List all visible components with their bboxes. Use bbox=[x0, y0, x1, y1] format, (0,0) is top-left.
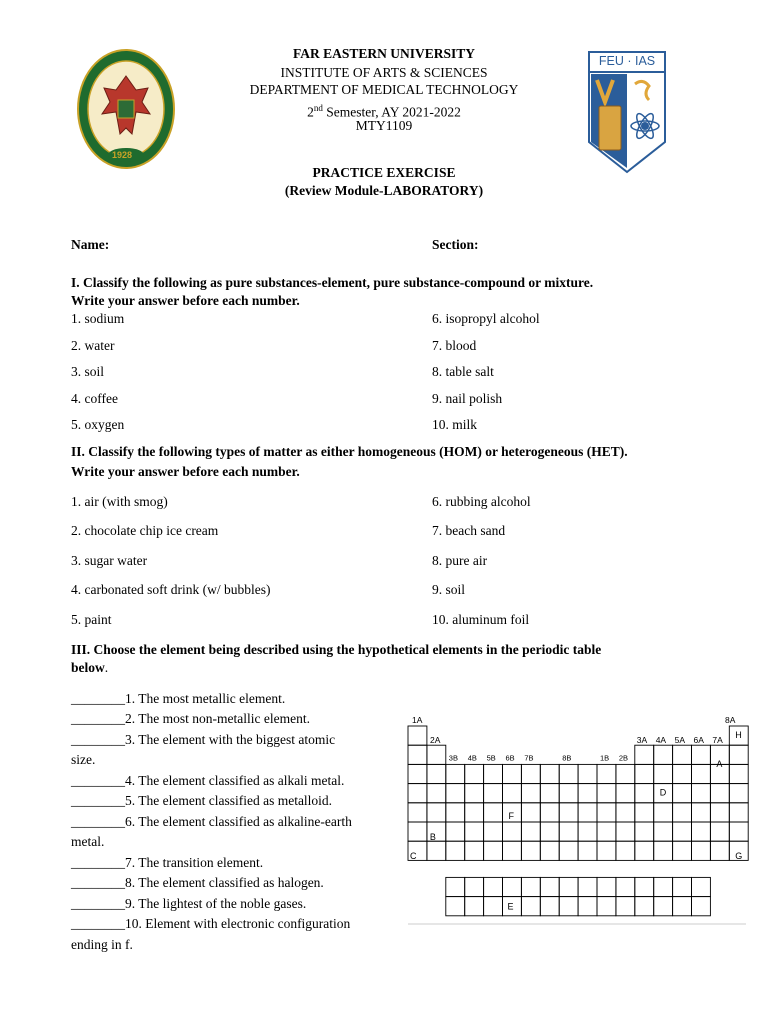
table-cell bbox=[710, 841, 729, 860]
part1-item: 4. coffee bbox=[71, 391, 118, 406]
part1-item: 3. soil bbox=[71, 364, 105, 379]
part3-question: ________7. The transition element. bbox=[71, 855, 264, 870]
table-cell bbox=[484, 897, 503, 916]
semester-text: Semester, AY 2021-2022 bbox=[322, 104, 461, 120]
part1-item: 10. milk bbox=[432, 417, 478, 432]
table-cell bbox=[559, 897, 578, 916]
table-cell bbox=[597, 764, 616, 783]
group-label: 8A bbox=[725, 715, 736, 725]
table-cell bbox=[484, 822, 503, 841]
part2-item: 1. air (with smog) bbox=[71, 494, 168, 509]
group-label: 8B bbox=[562, 753, 572, 763]
semester-suffix: nd bbox=[313, 103, 323, 113]
group-label: 6A bbox=[693, 735, 704, 745]
table-cell bbox=[654, 841, 673, 860]
table-cell bbox=[540, 897, 559, 916]
part3-instruction-2 bbox=[71, 659, 108, 677]
table-cell bbox=[597, 784, 616, 803]
part3-question: ________6. The element classified as alkaline-earth bbox=[71, 814, 352, 829]
part3-question: ________5. The element classified as metalloid. bbox=[71, 793, 333, 808]
part2-item: 6. rubbing alcohol bbox=[432, 494, 531, 509]
table-cell bbox=[692, 841, 711, 860]
part3-question: ________9. The lightest of the noble gases. bbox=[71, 896, 307, 911]
table-cell bbox=[503, 822, 522, 841]
element-A: A bbox=[716, 759, 723, 770]
part1-item: 8. table salt bbox=[432, 364, 494, 379]
table-cell bbox=[540, 841, 559, 860]
table-cell bbox=[635, 784, 654, 803]
table-cell bbox=[446, 822, 465, 841]
section-label: Section: bbox=[432, 237, 479, 252]
table-cell bbox=[484, 784, 503, 803]
periodic-table bbox=[400, 712, 750, 928]
table-cell bbox=[446, 897, 465, 916]
table-cell bbox=[503, 877, 522, 896]
institute-name: INSTITUTE OF ARTS & SCIENCES bbox=[280, 65, 488, 80]
table-cell bbox=[540, 877, 559, 896]
exercise-title: PRACTICE EXERCISE bbox=[312, 165, 456, 180]
table-cell bbox=[635, 803, 654, 822]
table-cell bbox=[578, 784, 597, 803]
table-cell bbox=[559, 803, 578, 822]
table-cell bbox=[503, 841, 522, 860]
table-cell bbox=[692, 877, 711, 896]
part1-item: 6. isopropyl alcohol bbox=[432, 311, 540, 326]
table-cell bbox=[673, 764, 692, 783]
group-label: 3B bbox=[448, 753, 458, 763]
table-cell bbox=[465, 784, 484, 803]
element-E: E bbox=[507, 901, 514, 912]
part2-item: 3. sugar water bbox=[71, 553, 148, 568]
part3-instruction-2-bold: below bbox=[71, 660, 105, 675]
table-cell bbox=[729, 822, 748, 841]
table-cell bbox=[484, 764, 503, 783]
table-cell bbox=[729, 803, 748, 822]
table-cell bbox=[540, 822, 559, 841]
table-cell bbox=[673, 745, 692, 764]
table-cell bbox=[673, 803, 692, 822]
table-cell bbox=[616, 784, 635, 803]
periodic-table-labels bbox=[410, 715, 742, 912]
part3-question: ________1. The most metallic element. bbox=[71, 691, 286, 706]
part1-instruction-2: Write your answer before each number. bbox=[71, 293, 300, 308]
part2-item: 7. beach sand bbox=[432, 523, 506, 538]
table-cell bbox=[692, 764, 711, 783]
table-cell bbox=[408, 764, 427, 783]
table-cell bbox=[673, 877, 692, 896]
table-cell bbox=[521, 784, 540, 803]
part1-instruction: I. Classify the following as pure substances-element, pure substance-compound or mixture. bbox=[71, 275, 594, 290]
table-cell bbox=[654, 822, 673, 841]
table-cell bbox=[578, 764, 597, 783]
part1-item: 9. nail polish bbox=[432, 391, 503, 406]
table-cell bbox=[616, 897, 635, 916]
table-cell bbox=[540, 784, 559, 803]
part3-instruction-period: . bbox=[104, 660, 109, 675]
table-cell bbox=[578, 803, 597, 822]
table-cell bbox=[654, 897, 673, 916]
semester-number: 2 bbox=[307, 104, 314, 120]
table-cell bbox=[465, 822, 484, 841]
group-label: 2A bbox=[430, 735, 441, 745]
part1-item: 5. oxygen bbox=[71, 417, 125, 432]
table-cell bbox=[635, 877, 654, 896]
part2-item: 5. paint bbox=[71, 612, 112, 627]
part3-instruction: III. Choose the element being described using the hypothetical elements in the periodic table bbox=[71, 642, 602, 657]
table-cell bbox=[673, 784, 692, 803]
table-cell bbox=[616, 822, 635, 841]
table-cell bbox=[616, 841, 635, 860]
part2-item: 8. pure air bbox=[432, 553, 488, 568]
table-cell bbox=[484, 841, 503, 860]
table-cell bbox=[710, 784, 729, 803]
group-label: 3A bbox=[636, 735, 648, 745]
table-cell bbox=[578, 841, 597, 860]
table-cell bbox=[635, 841, 654, 860]
exercise-subtitle: (Review Module-LABORATORY) bbox=[284, 183, 484, 198]
part3-question: metal. bbox=[71, 834, 105, 849]
element-F: F bbox=[508, 810, 514, 821]
table-cell bbox=[654, 745, 673, 764]
part3-question: size. bbox=[71, 752, 96, 767]
part3-question: ________4. The element classified as alkali metal. bbox=[71, 773, 345, 788]
table-cell bbox=[465, 764, 484, 783]
seal-year: 1928 bbox=[112, 150, 133, 160]
table-cell bbox=[540, 803, 559, 822]
periodic-table-grid bbox=[408, 726, 748, 916]
part2-item: 9. soil bbox=[432, 582, 466, 597]
table-cell bbox=[559, 764, 578, 783]
table-cell bbox=[654, 764, 673, 783]
group-label: 1A bbox=[412, 715, 423, 725]
part2-item: 10. aluminum foil bbox=[432, 612, 530, 627]
table-cell bbox=[673, 897, 692, 916]
table-cell bbox=[408, 784, 427, 803]
part1-item: 2. water bbox=[71, 338, 115, 353]
table-cell bbox=[408, 726, 427, 745]
table-cell bbox=[692, 745, 711, 764]
element-G: G bbox=[735, 851, 743, 862]
element-H: H bbox=[735, 730, 742, 740]
part3-question: ________2. The most non-metallic element. bbox=[71, 711, 310, 726]
table-cell bbox=[635, 822, 654, 841]
group-label: 4A bbox=[655, 735, 667, 745]
table-cell bbox=[597, 877, 616, 896]
department-name: DEPARTMENT OF MEDICAL TECHNOLOGY bbox=[249, 82, 519, 97]
table-cell bbox=[559, 784, 578, 803]
table-cell bbox=[408, 803, 427, 822]
part2-instruction: II. Classify the following types of matter as either homogeneous (HOM) or heterogeneous (HET). bbox=[71, 444, 628, 459]
table-cell bbox=[654, 803, 673, 822]
table-cell bbox=[692, 897, 711, 916]
table-cell bbox=[465, 803, 484, 822]
table-cell bbox=[408, 745, 427, 764]
group-label: 7B bbox=[524, 753, 534, 763]
table-cell bbox=[446, 877, 465, 896]
table-cell bbox=[616, 803, 635, 822]
element-D: D bbox=[659, 787, 667, 798]
element-C: C bbox=[410, 851, 417, 862]
table-cell bbox=[559, 841, 578, 860]
table-cell bbox=[559, 822, 578, 841]
table-cell bbox=[446, 764, 465, 783]
table-cell bbox=[427, 784, 446, 803]
table-cell bbox=[503, 764, 522, 783]
part2-item: 2. chocolate chip ice cream bbox=[71, 523, 219, 538]
university-name: FAR EASTERN UNIVERSITY bbox=[292, 46, 476, 61]
table-cell bbox=[427, 764, 446, 783]
part1-item: 1. sodium bbox=[71, 311, 125, 326]
group-label: 2B bbox=[618, 753, 629, 763]
table-cell bbox=[446, 803, 465, 822]
table-cell bbox=[446, 841, 465, 860]
table-cell bbox=[484, 803, 503, 822]
table-cell bbox=[729, 784, 748, 803]
table-cell bbox=[521, 822, 540, 841]
table-cell bbox=[408, 822, 427, 841]
group-label: 4B bbox=[467, 753, 477, 763]
course-code: MTY1109 bbox=[355, 118, 413, 133]
table-cell bbox=[540, 764, 559, 783]
table-cell bbox=[692, 822, 711, 841]
table-cell bbox=[427, 745, 446, 764]
table-cell bbox=[427, 803, 446, 822]
table-cell bbox=[521, 764, 540, 783]
part2-item: 4. carbonated soft drink (w/ bubbles) bbox=[71, 582, 271, 597]
table-cell bbox=[729, 764, 748, 783]
table-cell bbox=[673, 841, 692, 860]
table-cell bbox=[578, 897, 597, 916]
table-cell bbox=[427, 841, 446, 860]
table-cell bbox=[635, 764, 654, 783]
table-cell bbox=[673, 822, 692, 841]
table-cell bbox=[521, 803, 540, 822]
table-cell bbox=[521, 897, 540, 916]
table-cell bbox=[597, 897, 616, 916]
part1-item: 7. blood bbox=[432, 338, 477, 353]
group-label: 5B bbox=[486, 753, 496, 763]
name-label: Name: bbox=[71, 237, 110, 252]
table-cell bbox=[559, 877, 578, 896]
group-label: 7A bbox=[712, 735, 723, 745]
part3-question: ending in f. bbox=[71, 937, 133, 952]
table-cell bbox=[635, 745, 654, 764]
table-cell bbox=[692, 803, 711, 822]
table-cell bbox=[616, 764, 635, 783]
table-cell bbox=[692, 784, 711, 803]
table-cell bbox=[597, 803, 616, 822]
element-B: B bbox=[429, 832, 436, 842]
table-cell bbox=[521, 841, 540, 860]
part3-question: ________3. The element with the biggest atomic bbox=[71, 732, 336, 747]
table-cell bbox=[729, 745, 748, 764]
part3-question: ________8. The element classified as halogen. bbox=[71, 875, 324, 890]
group-label: 6B bbox=[505, 753, 515, 763]
table-cell bbox=[446, 784, 465, 803]
part2-instruction-2: Write your answer before each number. bbox=[71, 464, 300, 479]
table-cell bbox=[710, 803, 729, 822]
feu-ias-logo-text: FEU · IAS bbox=[598, 54, 656, 68]
table-cell bbox=[616, 877, 635, 896]
table-cell bbox=[597, 841, 616, 860]
group-label: 1B bbox=[600, 753, 610, 763]
table-cell bbox=[465, 877, 484, 896]
part3-question: ________10. Element with electronic configuration bbox=[71, 916, 351, 931]
table-cell bbox=[465, 841, 484, 860]
table-cell bbox=[484, 877, 503, 896]
table-cell bbox=[465, 897, 484, 916]
table-cell bbox=[710, 822, 729, 841]
table-cell bbox=[597, 822, 616, 841]
table-cell bbox=[654, 877, 673, 896]
group-label: 5A bbox=[674, 735, 686, 745]
table-cell bbox=[521, 877, 540, 896]
table-cell bbox=[578, 877, 597, 896]
table-cell bbox=[578, 822, 597, 841]
table-cell bbox=[635, 897, 654, 916]
table-cell bbox=[503, 784, 522, 803]
